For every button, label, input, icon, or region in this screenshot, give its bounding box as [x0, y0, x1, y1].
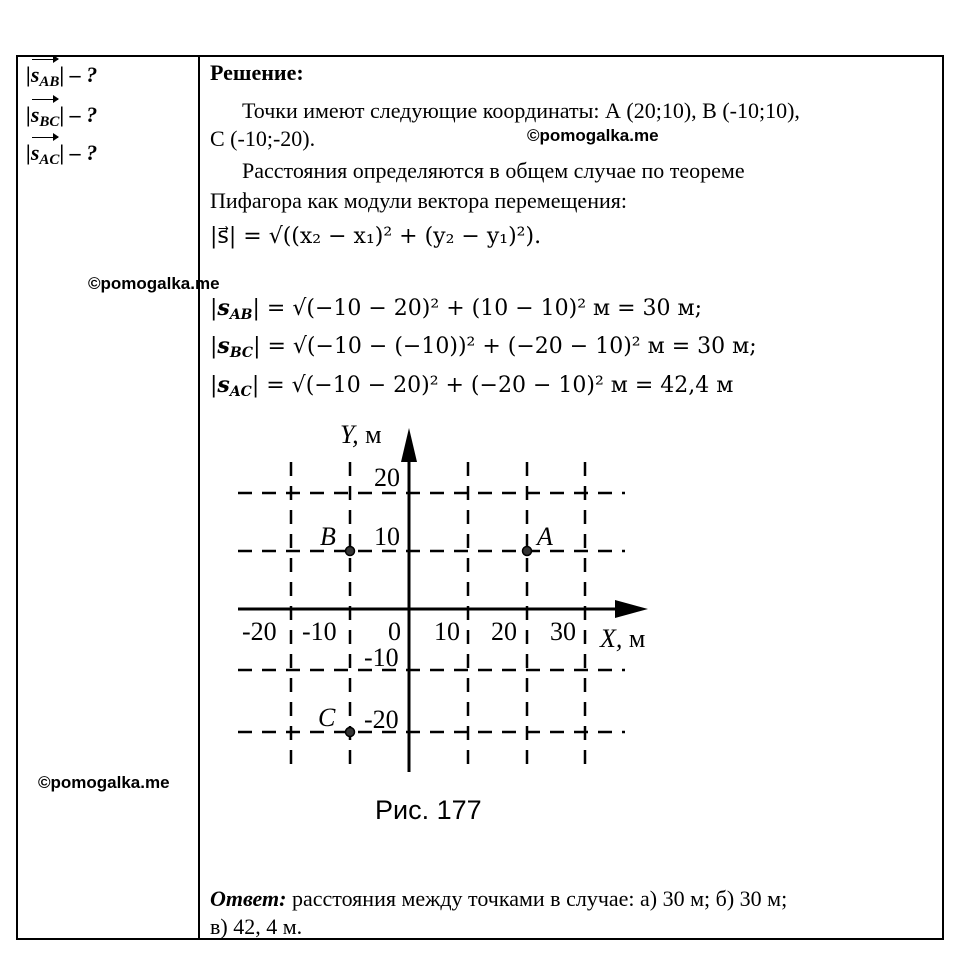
watermark-top: ©pomogalka.me — [527, 126, 659, 145]
calc-ab-expression: (−10 − 20)² + (10 − 10)² м = 30 м; — [306, 296, 703, 321]
point-b — [346, 547, 355, 556]
answer-label: Ответ: — [210, 886, 287, 911]
answer-line-1 — [210, 886, 787, 912]
given-s-ab: $|s_{AB}|$ – ? — [26, 62, 98, 90]
x-axis-arrow — [615, 600, 648, 618]
vector-s-ac: $s_{AC}$ — [30, 140, 60, 168]
x-tick-0: 0 — [388, 617, 401, 646]
vector-s-bc: $s_{BC}$ — [30, 102, 60, 130]
x-tick-10: 10 — [434, 617, 460, 646]
dist-line-2: Пифагора как модули вектора перемещения: — [210, 188, 627, 213]
coords-line-1: Точки имеют следующие координаты: А (20;10), В (-10;10), — [242, 98, 800, 123]
point-b-label: B — [320, 522, 336, 551]
x-tick-minus20: -20 — [242, 617, 277, 646]
point-c-label: C — [318, 703, 336, 732]
solution-heading: Решение: — [210, 60, 304, 85]
answer-text-1: расстояния между точками в случае: а) 30 м; б) 30 м; — [291, 886, 788, 911]
y-axis-unit: м — [358, 420, 382, 449]
point-a-label: A — [537, 522, 553, 551]
x-axis-label: X, м — [600, 624, 646, 653]
y-tick-minus10: -10 — [364, 643, 399, 672]
coords-line-2: С (-10;-20). — [210, 126, 316, 151]
given-s-ac: $|s_{AC}|$ – ? — [26, 140, 98, 168]
y-tick-10: 10 — [374, 522, 400, 551]
x-tick-minus10: -10 — [302, 617, 337, 646]
general-formula: |s⃗| = √((x₂ − x₁)² + (y₂ − y₁)²). — [210, 224, 542, 249]
calc-ac: |sAC| = √(−10 − 20)² + (−20 − 10)² м = 42,4 м — [210, 372, 734, 400]
calc-ab: |sAB| = √(−10 − 20)² + (10 − 10)² м = 30 м; — [210, 295, 703, 323]
y-axis-arrow — [401, 428, 417, 462]
watermark-middle: ©pomogalka.me — [88, 274, 220, 293]
x-tick-30: 30 — [550, 617, 576, 646]
point-a — [523, 547, 532, 556]
vector-s-ab: $s_{AB}$ — [30, 62, 60, 90]
dist-line-1: Расстояния определяются в общем случае по теореме — [242, 158, 745, 183]
calc-ac-expression: (−10 − 20)² + (−20 − 10)² м = 42,4 м — [305, 373, 734, 398]
y-tick-labels — [364, 463, 400, 734]
y-tick-minus20: -20 — [364, 705, 399, 734]
watermark-bottom: ©pomogalka.me — [38, 773, 170, 792]
y-axis-label: Y, м — [340, 420, 382, 449]
calc-bc: |sBC| = √(−10 − (−10))² + (−20 − 10)² м = 30 м; — [210, 333, 757, 361]
point-c — [346, 728, 355, 737]
figure-caption: Рис. 177 — [375, 795, 482, 825]
calc-bc-expression: (−10 − (−10))² + (−20 − 10)² м = 30 м; — [306, 334, 757, 359]
y-tick-20: 20 — [374, 463, 400, 492]
x-tick-20: 20 — [491, 617, 517, 646]
given-s-bc: $|s_{BC}|$ – ? — [26, 102, 98, 130]
answer-line-2: в) 42, 4 м. — [210, 914, 303, 939]
